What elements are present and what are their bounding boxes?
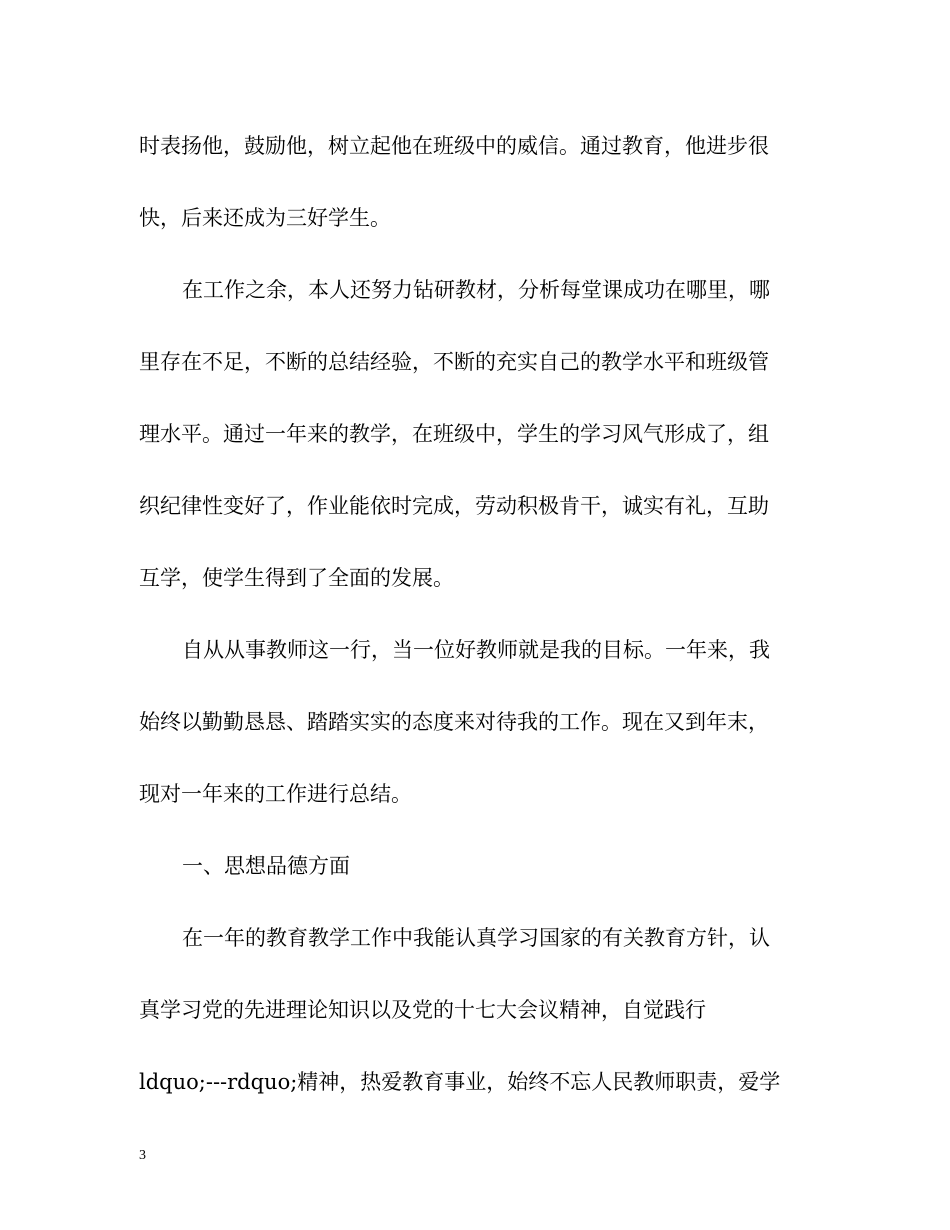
paragraph-line: 在一年的教育教学工作中我能认真学习国家的有关教育方针，认 xyxy=(182,926,770,950)
section-heading: 一、思想品德方面 xyxy=(182,854,350,878)
paragraph-line: 自从从事教师这一行，当一位好教师就是我的目标。一年来，我 xyxy=(182,638,770,662)
paragraph-line: 快，后来还成为三好学生。 xyxy=(139,206,391,230)
paragraph-line: 始终以勤勤恳恳、踏踏实实的态度来对待我的工作。现在又到年末， xyxy=(139,710,769,734)
paragraph-line: 时表扬他，鼓励他，树立起他在班级中的威信。通过教育，他进步很 xyxy=(139,134,769,158)
paragraph-line: 真学习党的先进理论知识以及党的十七大会议精神，自觉践行 xyxy=(139,998,706,1022)
paragraph-line: ldquo;---rdquo;精神，热爱教育事业，始终不忘人民教师职责，爱学 xyxy=(139,1070,781,1094)
paragraph-line: 理水平。通过一年来的教学，在班级中，学生的学习风气形成了，组 xyxy=(139,422,769,446)
paragraph-line: 织纪律性变好了，作业能依时完成，劳动积极肯干，诚实有礼，互助 xyxy=(139,494,769,518)
paragraph-line: 在工作之余，本人还努力钻研教材，分析每堂课成功在哪里，哪 xyxy=(182,278,770,302)
paragraph-line: 现对一年来的工作进行总结。 xyxy=(139,782,412,806)
paragraph-line: 里存在不足，不断的总结经验，不断的充实自己的教学水平和班级管 xyxy=(139,350,769,374)
page-number: 3 xyxy=(139,1148,146,1163)
paragraph-line: 互学，使学生得到了全面的发展。 xyxy=(139,566,454,590)
